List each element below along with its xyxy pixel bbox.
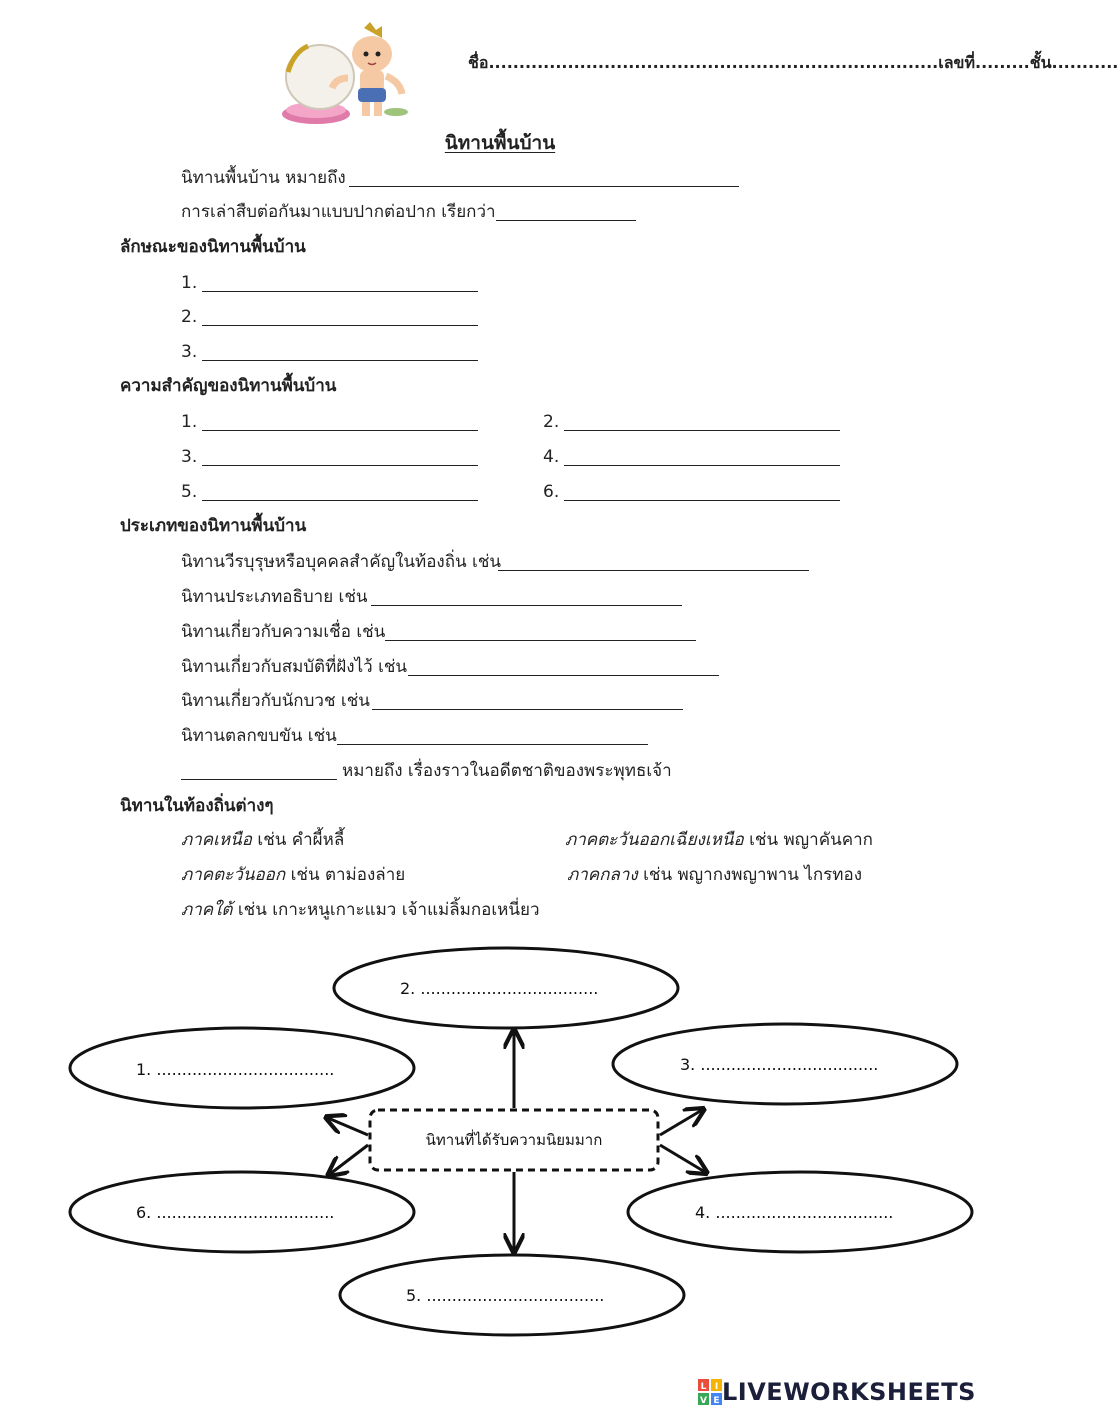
oval-label: 1. ................................... (136, 1060, 335, 1079)
region-south-text: เช่น เกาะหนูเกาะแมว เจ้าแม่ลิ้มกอเหนี่ยว (237, 900, 540, 920)
oval-label: 3. ................................... (680, 1055, 879, 1074)
region-north (181, 829, 344, 851)
importance-heading: ความสำคัญของนิทานพื้นบ้าน (120, 376, 337, 396)
brand-name[interactable]: LIVEWORKSHEETS (722, 1378, 976, 1406)
definition-meaning-label: นิทานพื้นบ้าน หมายถึง (181, 168, 346, 188)
oval-label: 2. ................................... (400, 979, 599, 998)
importance-number: 1. (181, 412, 198, 432)
type-blank[interactable] (385, 640, 696, 641)
characteristics-heading: ลักษณะของนิทานพื้นบ้าน (120, 237, 306, 257)
importance-blank[interactable] (564, 500, 840, 501)
page-title: นิทานพื้นบ้าน (444, 132, 556, 154)
region-north-text: เช่น คำผี้หลี้ (257, 830, 345, 850)
oval-label: 6. ................................... (136, 1203, 335, 1222)
region-north-label: ภาคเหนือ (181, 830, 252, 850)
regions-heading: นิทานในท้องถิ่นต่างๆ (120, 796, 274, 816)
type-label: นิทานตลกขบขัน เช่น (181, 726, 337, 746)
jataka-blank[interactable] (181, 779, 337, 780)
arrow-lower-right (660, 1145, 705, 1172)
type-blank[interactable] (372, 709, 683, 710)
region-central (567, 864, 862, 886)
type-label: นิทานเกี่ยวกับความเชื่อ เช่น (181, 622, 386, 642)
types-heading: ประเภทของนิทานพื้นบ้าน (120, 516, 307, 536)
type-label: นิทานวีรบุรุษหรือบุคคลสำคัญในท้องถิ่น เช่น (181, 552, 502, 572)
arrow-upper-left (328, 1118, 368, 1135)
number-label: เลขที่ (938, 53, 976, 72)
badge-letter: E (713, 1396, 720, 1406)
importance-blank[interactable] (202, 500, 478, 501)
number-field[interactable]: ......... (975, 53, 1030, 72)
importance-number: 4. (543, 447, 560, 467)
characteristic-blank[interactable] (202, 291, 478, 292)
oval-label: 5. ................................... (406, 1286, 605, 1305)
type-label: นิทานเกี่ยวกับนักบวช เช่น (181, 691, 370, 711)
importance-number: 3. (181, 447, 198, 467)
student-info-line (468, 52, 1118, 74)
region-east-text: เช่น ตาม่องล่าย (290, 865, 406, 885)
characteristic-blank[interactable] (202, 325, 478, 326)
badge-letter: I (714, 1382, 719, 1392)
type-blank[interactable] (498, 570, 809, 571)
importance-blank[interactable] (202, 430, 478, 431)
type-blank[interactable] (408, 675, 719, 676)
definition-oral-blank[interactable] (496, 220, 636, 221)
definition-meaning-blank[interactable] (349, 186, 739, 187)
type-blank[interactable] (337, 744, 648, 745)
class-label: ชั้น (1029, 53, 1052, 72)
type-label: นิทานเกี่ยวกับสมบัติที่ฝังไว้ เช่น (181, 657, 408, 677)
liveworksheets-logo (698, 1378, 976, 1406)
region-central-label: ภาคกลาง (567, 865, 638, 885)
region-east-label: ภาคตะวันออก (181, 865, 286, 885)
characteristic-number: 3. (181, 342, 198, 362)
characteristic-number: 1. (181, 273, 198, 293)
arrow-lower-left (330, 1145, 368, 1174)
type-blank[interactable] (371, 605, 682, 606)
characteristic-blank[interactable] (202, 360, 478, 361)
popular-tales-diagram (0, 940, 1000, 1320)
region-south (181, 899, 540, 921)
importance-blank[interactable] (564, 430, 840, 431)
importance-number: 5. (181, 482, 198, 502)
arrow-upper-right (660, 1110, 702, 1135)
live-badge-icon (698, 1379, 722, 1405)
region-east (181, 864, 405, 886)
region-northeast-label: ภาคตะวันออกเฉียงเหนือ (565, 830, 744, 850)
characteristic-number: 2. (181, 307, 198, 327)
jataka-text: หมายถึง เรื่องราวในอดีตชาติของพระพุทธเจ้า (342, 761, 672, 781)
region-northeast (565, 829, 873, 851)
type-label: นิทานประเภทอธิบาย เช่น (181, 587, 368, 607)
importance-blank[interactable] (202, 465, 478, 466)
badge-letter: V (700, 1396, 707, 1406)
class-field[interactable]: ........... (1051, 53, 1118, 72)
name-label: ชื่อ (468, 53, 489, 72)
importance-number: 2. (543, 412, 560, 432)
badge-letter: L (700, 1382, 707, 1392)
definition-oral-label: การเล่าสืบต่อกันมาแบบปากต่อปาก เรียกว่า (181, 202, 496, 222)
center-label: นิทานที่ได้รับความนิยมมาก (425, 1131, 603, 1149)
importance-blank[interactable] (564, 465, 840, 466)
giant-child-icon (278, 22, 410, 130)
name-field[interactable]: .......................................................................... (488, 53, 939, 72)
oval-label: 4. ................................... (695, 1203, 894, 1222)
importance-number: 6. (543, 482, 560, 502)
mascot-illustration (278, 22, 410, 130)
region-south-label: ภาคใต้ (181, 900, 233, 920)
region-northeast-text: เช่น พญาคันคาก (749, 830, 873, 850)
region-central-text: เช่น พญากงพญาพาน ไกรทอง (643, 865, 863, 885)
